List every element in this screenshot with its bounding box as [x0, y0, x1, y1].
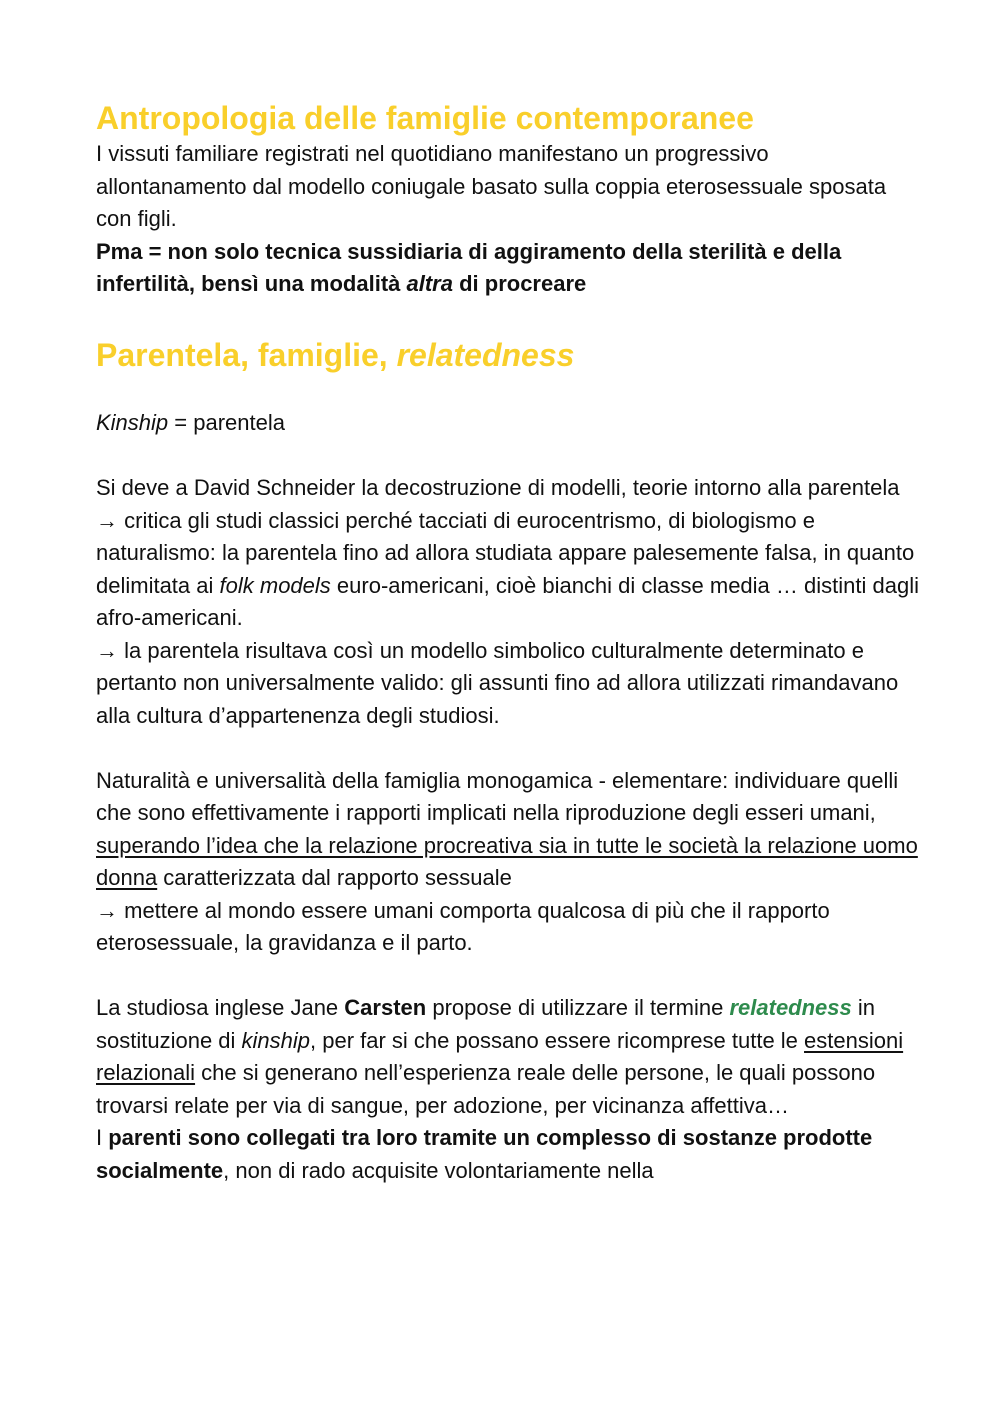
naturalita-underline: superando l’idea che la relazione procreativa sia in tutte le società la relazione uomo donna [96, 832, 918, 890]
kinship-italic: kinship [241, 1027, 311, 1053]
section-title-relatedness: relatedness [396, 336, 575, 373]
critica-rest: euro-americani, cioè bianchi di classe media … distinti dagli afro-americani. [96, 572, 919, 630]
folk-models: folk models [219, 572, 331, 598]
spacer [96, 732, 920, 765]
relatedness-term: relatedness [729, 995, 852, 1020]
carsten-b: propose di utilizzare il termine [426, 995, 730, 1020]
pma-altra: altra [406, 271, 453, 296]
naturalita-text: Naturalità e universalità della famiglia monogamica - elementare: individuare quelli che sono effettivamente i rapporti implicati nella riproduzione degli esseri umani, [96, 767, 899, 825]
spacer [96, 960, 920, 993]
paragraph-pma [96, 236, 920, 301]
carsten-e: che si generano nell’esperienza reale delle persone, le quali possono trovarsi relate per via di sangue, per adozione, per vicinanza affettiva… [96, 1060, 876, 1118]
kinship-term: Kinship [96, 410, 169, 435]
parenti-a: I [96, 1125, 109, 1150]
paragraph-parenti [96, 1122, 920, 1187]
spacer [96, 375, 920, 408]
section-title-parentela [96, 335, 920, 375]
carsten-name: Carsten [344, 995, 427, 1020]
critica-text: → critica gli studi classici perché tacciati di eurocentrismo, di biologismo e naturalismo: la parentela fino ad allora studiata appare palesemente falsa, in quanto delimitata ai [96, 507, 915, 598]
paragraph-carsten [96, 992, 920, 1122]
spacer [96, 440, 920, 473]
parenti-rest: , non di rado acquisite volontariamente nella [223, 1157, 654, 1183]
carsten-a: La studiosa inglese Jane [96, 995, 345, 1020]
pma-bold-a: Pma = non solo tecnica sussidiaria di aggiramento della sterilità e della infertilità, bensì una modalità [96, 238, 842, 296]
section-title-antropologia: Antropologia delle famiglie contemporanee [96, 100, 754, 136]
paragraph-schneider: Si deve a David Schneider la decostruzione di modelli, teorie intorno alla parentela [96, 475, 900, 500]
kinship-definition: = parentela [168, 410, 285, 435]
paragraph-vissuti: I vissuti familiare registrati nel quotidiano manifestano un progressivo allontanamento dal modello coniugale basato sulla coppia eterosessuale sposata con figli. [96, 141, 887, 231]
pma-bold-b: di procreare [452, 271, 587, 296]
paragraph-naturalita [96, 765, 920, 895]
parenti-bold: parenti sono collegati tra loro tramite un complesso di sostanze prodotte socialmente [96, 1125, 873, 1183]
carsten-c: in sostituzione di [96, 995, 876, 1053]
paragraph-kinship [96, 407, 920, 440]
paragraph-mettere-al-mondo: → mettere al mondo essere umani comporta qualcosa di più che il rapporto eterosessuale, la gravidanza e il parto. [96, 897, 830, 955]
section-title-parentela-text: Parentela, famiglie, [96, 336, 397, 373]
carsten-d: , per far si che possano essere ricomprese tutte le [310, 1027, 805, 1053]
paragraph-critica [96, 505, 920, 635]
paragraph-modello-simbolico: → la parentela risultava così un modello simbolico culturalmente determinato e pertanto non universalmente valido: gli assunti fino ad allora utilizzati rimandavano alla cultura d’appartenenza degli studiosi. [96, 637, 899, 728]
estensioni-relazionali: estensioni relazionali [96, 1027, 904, 1085]
naturalita-rest: caratterizzata dal rapporto sessuale [157, 865, 512, 890]
